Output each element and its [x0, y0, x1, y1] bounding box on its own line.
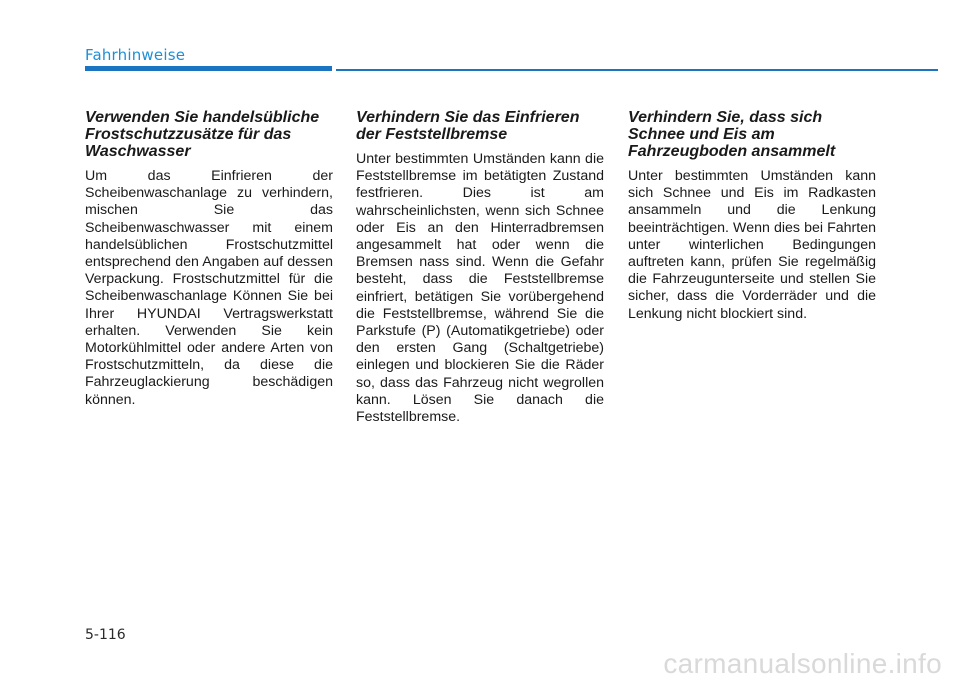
- column-2: [356, 109, 604, 426]
- watermark-text: carmanualsonline.info: [663, 648, 942, 679]
- column-3-body: Unter bestimmten Umständen kann sich Schnee und Eis im Radkasten ansammeln und die Lenkung beeinträchtigen. Wenn dies bei Fahrten unter winterlichen Bedingungen auftreten kann, prüfen Sie regelmäßig die Fahrzeugunterseite und stellen Sie sicher, dass die Vorderräder und die Lenkung nicht blockiert sind.: [628, 168, 876, 322]
- column-1-body: Um das Einfrieren der Scheibenwaschanlage zu verhindern, mischen Sie das Scheibenwaschwasser mit einem handelsüblichen Frostschutzmittel entsprechend den Angaben auf dessen Verpackung. Frostschutzmittel für die Scheibenwaschanlage Können Sie bei Ihrer HYUNDAI Vertragswerkstatt erhalten. Verwenden Sie kein Motorkühlmittel oder andere Arten von Frostschutzmitteln, da diese die Fahrzeuglackierung beschädigen können.: [85, 168, 333, 408]
- column-2-heading: Verhindern Sie das Einfrieren der Feststellbremse: [356, 109, 580, 143]
- column-1-heading: Verwenden Sie handelsübliche Frostschutzzusätze für das Waschwasser: [85, 109, 320, 160]
- column-2-body: Unter bestimmten Umständen kann die Feststellbremse im betätigten Zustand festfrieren. Dies ist am wahrscheinlichsten, wenn sich Schnee oder Eis an den Hinterradbremsen angesammelt hat oder wenn die Bremsen nass sind. Wenn die Gefahr besteht, dass die Feststellbremse einfriert, betätigen Sie vorübergehend die Feststellbremse, während Sie die Parkstufe (P) (Automatikgetriebe) oder den ersten Gang (Schaltgetriebe) einlegen und blockieren Sie die Räder so, dass das Fahrzeug nicht wegrollen kann. Lösen Sie danach die Feststellbremse.: [356, 151, 604, 426]
- column-3: [628, 109, 876, 323]
- section-header-title: Fahrhinweise: [85, 46, 186, 64]
- header-rule-thick: [85, 66, 332, 71]
- header-rule-thin: [336, 69, 938, 71]
- page-number: 5-116: [85, 627, 126, 643]
- column-3-heading: Verhindern Sie, dass sich Schnee und Eis am Fahrzeugboden ansammelt: [628, 109, 836, 160]
- column-1: [85, 109, 333, 409]
